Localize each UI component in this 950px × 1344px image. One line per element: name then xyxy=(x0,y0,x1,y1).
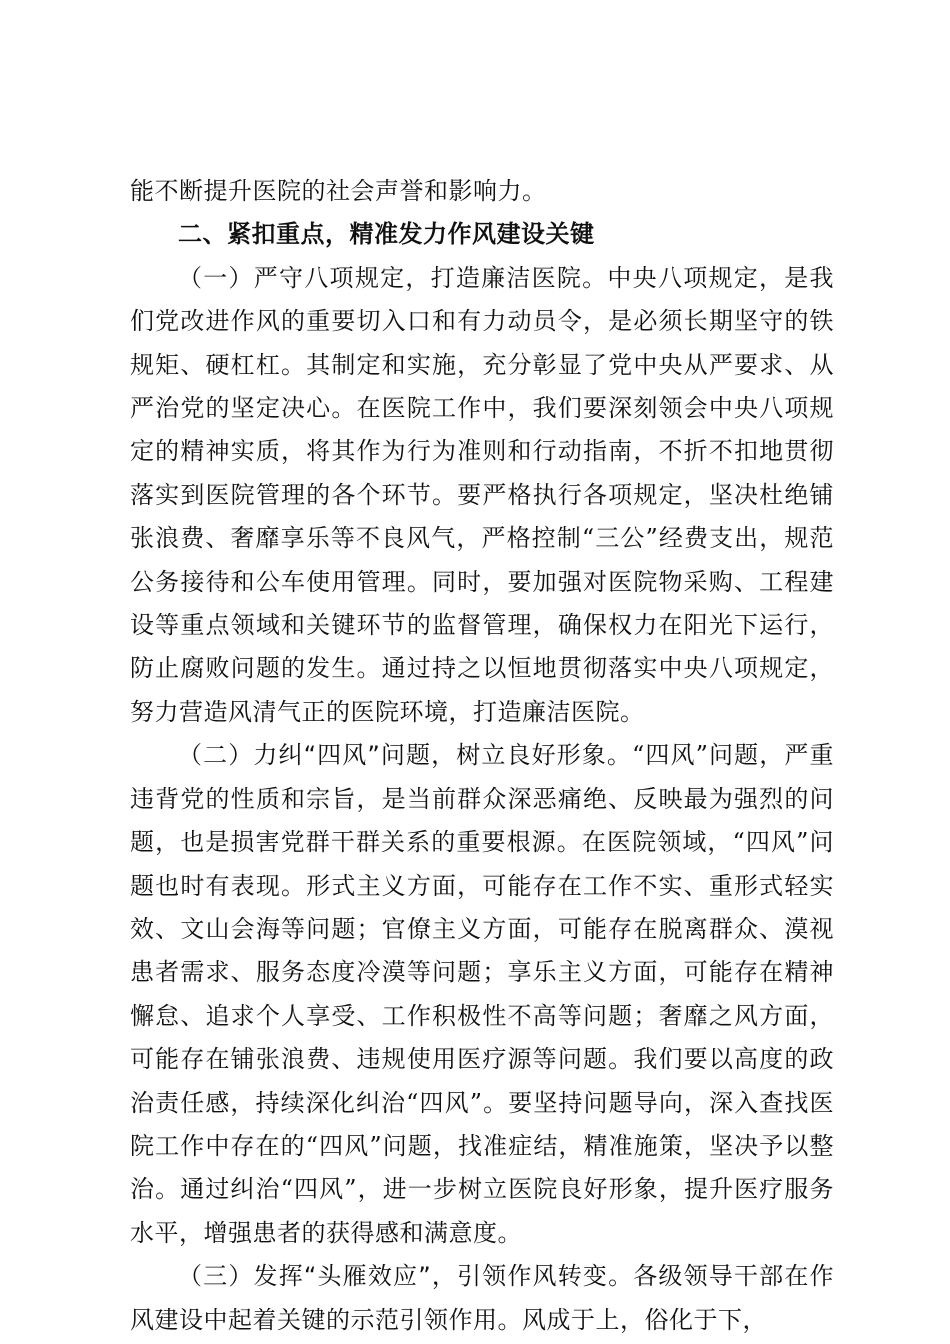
paragraph-2-body: “四风”问题，严重违背党的性质和宗旨，是当前群众深恶痛绝、反映最为强烈的问题，也是损害党群干群关系的重要根源。在医院领域，“四风”问题也时有表现。形式主义方面，可能存在工作不实、重形式轻实效、文山会海等问题；官僚主义方面，可能存在脱离群众、漠视患者需求、服务态度冷漠等问题；享乐主义方面，可能存在精神懈怠、追求个人享受、工作积极性不高等问题；奢靡之风方面，可能存在铺张浪费、违规使用医疗源等问题。我们要以高度的政治责任感，持续深化纠治“四风”。要坚持问题导向，深入查找医院工作中存在的“四风”问题，找准症结，精准施策，坚决予以整治。通过纠治“四风”，进一步树立医院良好形象，提升医疗服务水平，增强患者的获得感和满意度。 xyxy=(130,741,834,1247)
paragraph-1-body: 中央八项规定，是我们党改进作风的重要切入口和有力动员令，是必须长期坚守的铁规矩、硬杠杠。其制定和实施，充分彰显了党中央从严要求、从严治党的坚定决心。在医院工作中，我们要深刻领会中央八项规定的精神实质，将其作为行为准则和行动指南，不折不扣地贯彻落实到医院管理的各个环节。要严格执行各项规定，坚决杜绝铺张浪费、奢靡享乐等不良风气，严格控制“三公”经费支出，规范公务接待和公车使用管理。同时，要加强对医院物采购、工程建设等重点领域和关键环节的监督管理，确保权力在阳光下运行，防止腐败问题的发生。通过持之以恒地贯彻落实中央八项规定，努力营造风清气正的医院环境，打造廉洁医院。 xyxy=(130,263,835,726)
paragraph-2-subheading: （二）力纠“四风”问题，树立良好形象。 xyxy=(178,741,633,770)
paragraph-1 xyxy=(130,257,834,734)
paragraph-3 xyxy=(130,1255,834,1342)
paragraph-3-body: 各级领导干部在作风建设中起着关键的示范引领作用。风成于上，俗化于下， xyxy=(130,1262,834,1334)
paragraph-3-subheading: （三）发挥“头雁效应”，引领作风转变。 xyxy=(178,1262,634,1291)
paragraph-1-subheading: （一）严守八项规定，打造廉洁医院。 xyxy=(178,263,608,292)
document-body xyxy=(130,170,834,1342)
intro-tail-paragraph: 能不断提升医院的社会声誉和影响力。 xyxy=(130,177,547,205)
section-heading: 二、紧扣重点，精准发力作风建设关键 xyxy=(178,220,595,249)
paragraph-2 xyxy=(130,734,834,1255)
